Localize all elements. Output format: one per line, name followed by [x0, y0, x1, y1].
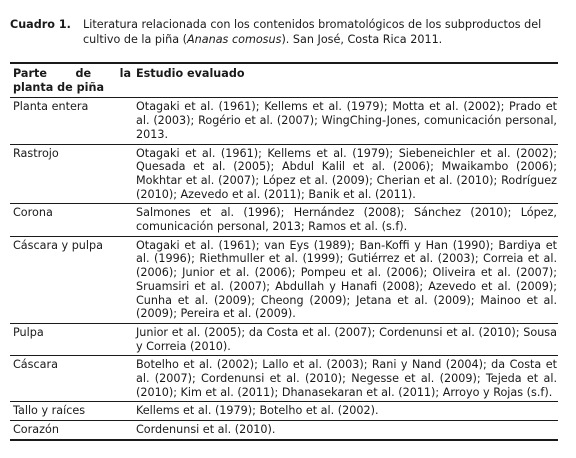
header-study: Estudio evaluado	[133, 63, 558, 98]
header-word-de: de	[75, 67, 92, 80]
table-caption	[10, 17, 558, 47]
table-row	[10, 356, 558, 402]
caption-species: Ananas comosus	[187, 33, 282, 46]
plant-part-cell: Tallo y raíces	[10, 402, 133, 421]
table-row	[10, 323, 558, 355]
table-row	[10, 421, 558, 440]
studies-cell: Junior et al. (2005); da Costa et al. (2007); Cordenunsi et al. (2010); Sousa y Correia (2010).	[133, 323, 558, 355]
caption-label: Cuadro 1.	[10, 18, 71, 31]
studies-cell: Botelho et al. (2002); Lallo et al. (2003); Rani y Nand (2004); da Costa et al. (2007); Cordenunsi et al. (2010); Negesse et al. (2009); Tejeda et al. (2010); Kim et al. (2011); Dhanasekaran et al. (2011); Arroyo y Rojas (s.f).	[133, 356, 558, 402]
header-plant-part-line1	[13, 67, 131, 81]
table-row	[10, 236, 558, 323]
table-row	[10, 402, 558, 421]
literature-table	[10, 62, 558, 441]
table-row	[10, 98, 558, 144]
plant-part-cell: Planta entera	[10, 98, 133, 144]
studies-cell: Otagaki et al. (1961); van Eys (1989); Ban-Koffi y Han (1990); Bardiya et al. (1996); Riethmuller et al. (1999); Gutiérrez et al. (2003); Correia et al. (2006); Junior et al. (2006); Pompeu et al. (2006); Oliveira et al. (2007); Sruamsiri et al. (2007); Abdullah y Hanafi (2008); Azevedo et al. (2009); Cunha et al. (2009); Cheong (2009); Jetana et al. (2009); Mainoo et al. (2009); Pereira et al. (2009).	[133, 236, 558, 323]
plant-part-cell: Corona	[10, 204, 133, 236]
header-row	[10, 63, 558, 98]
plant-part-cell: Cáscara y pulpa	[10, 236, 133, 323]
header-word-parte: Parte	[13, 67, 47, 80]
caption-text	[83, 17, 558, 47]
studies-cell: Salmones et al. (1996); Hernández (2008); Sánchez (2010); López, comunicación personal, 2013; Ramos et al. (s.f).	[133, 204, 558, 236]
header-plant-part-line2: planta de piña	[13, 80, 104, 94]
plant-part-cell: Rastrojo	[10, 144, 133, 204]
header-word-la: la	[119, 67, 131, 80]
plant-part-cell: Pulpa	[10, 323, 133, 355]
table-body	[10, 98, 558, 440]
table-row	[10, 144, 558, 204]
caption-text-before: Literatura relacionada con los contenidos bromatológicos de los subproductos del cultivo de la piña (	[83, 18, 542, 46]
studies-cell: Otagaki et al. (1961); Kellems et al. (1979); Siebeneichler et al. (2002); Quesada et al. (2005); Abdul Kalil et al. (2006); Mwaikambo (2006); Mokhtar et al. (2007); López et al. (2009); Cherian et al. (2010); Rodríguez (2010); Azevedo et al. (2011); Banik et al. (2011).	[133, 144, 558, 204]
header-plant-part	[10, 63, 133, 98]
plant-part-cell: Cáscara	[10, 356, 133, 402]
table-row	[10, 204, 558, 236]
plant-part-cell: Corazón	[10, 421, 133, 440]
studies-cell: Kellems et al. (1979); Botelho et al. (2002).	[133, 402, 558, 421]
studies-cell: Otagaki et al. (1961); Kellems et al. (1979); Motta et al. (2002); Prado et al. (2003); Rogério et al. (2007); WingChing-Jones, comunicación personal, 2013.	[133, 98, 558, 144]
caption-text-after: ). San José, Costa Rica 2011.	[281, 33, 443, 46]
studies-cell: Cordenunsi et al. (2010).	[133, 421, 558, 440]
